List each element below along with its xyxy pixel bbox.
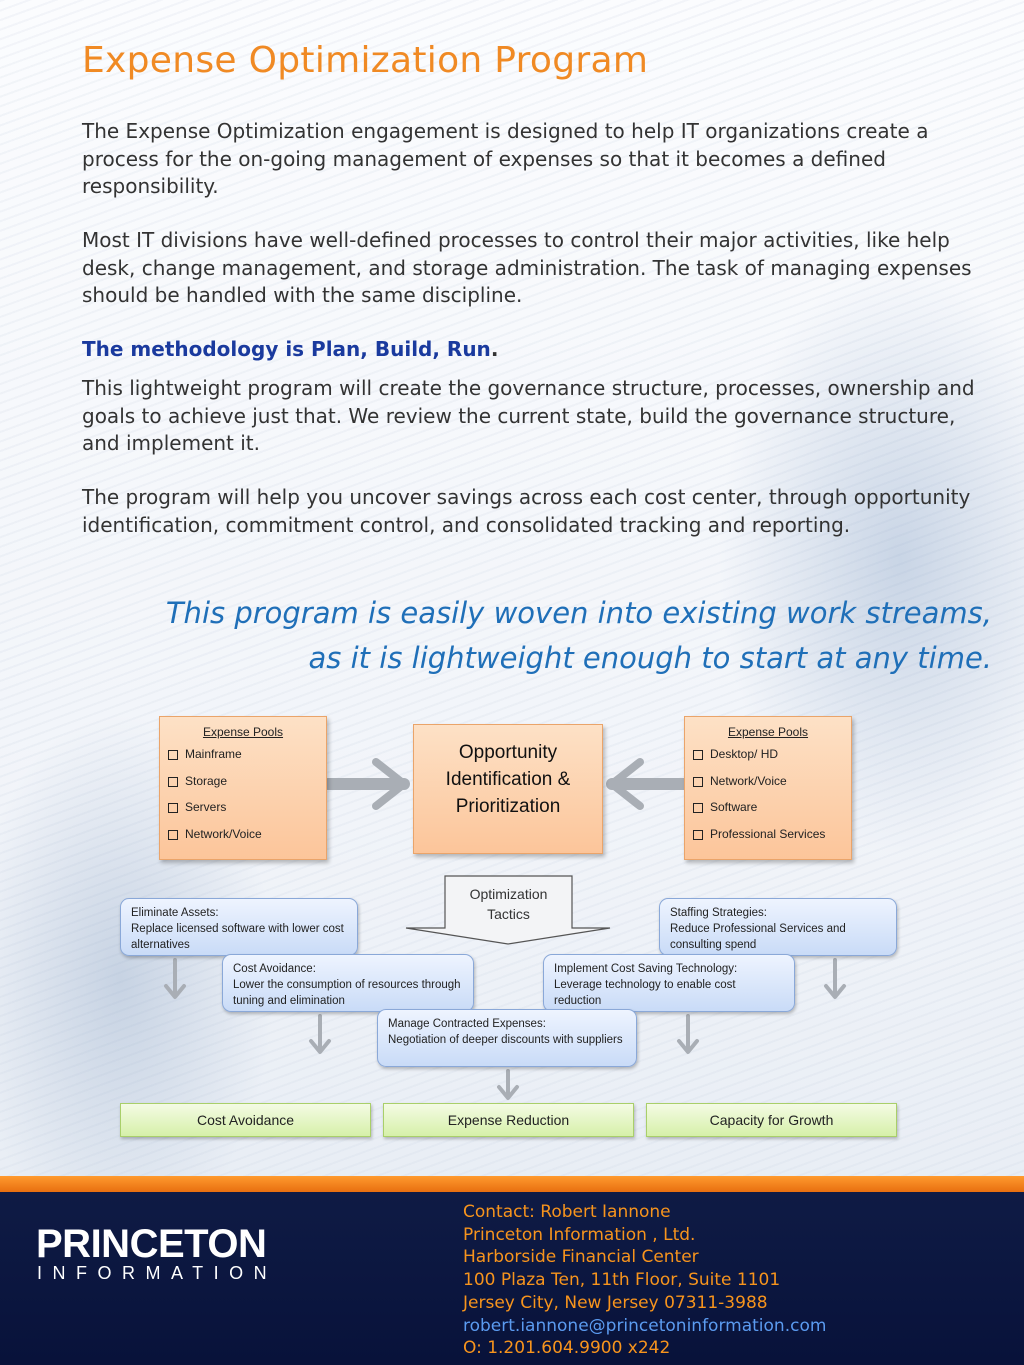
left-expense-pools [159, 716, 327, 860]
princeton-logo: PRINCETON [36, 1222, 267, 1266]
page-title: Expense Optimization Program [82, 40, 649, 81]
pool-item-label: Mainframe [185, 747, 242, 761]
tactic-cost-saving-technology [543, 954, 795, 1012]
checkbox-icon [168, 803, 178, 813]
pool-item-label: Software [710, 800, 758, 814]
checkbox-icon [168, 750, 178, 760]
pool-item [693, 747, 851, 774]
contact-block [463, 1201, 826, 1360]
tactic-body: Negotiation of deeper discounts with suppliers [388, 1034, 623, 1046]
tactic-title: Manage Contracted Expenses: [388, 1018, 546, 1030]
tactic-body: Lower the consumption of resources through tuning and elimination [233, 979, 461, 1007]
pool-item [693, 774, 851, 801]
center-line-2: Identification & [445, 769, 571, 790]
princeton-logo-subtitle: INFORMATION [37, 1263, 278, 1283]
tactic-title: Eliminate Assets: [131, 907, 219, 919]
tactic-body: Leverage technology to enable cost reduction [554, 979, 736, 1007]
checkbox-icon [168, 830, 178, 840]
pool-item [168, 774, 326, 801]
contact-phone: O: 1.201.604.9900 x242 [463, 1338, 671, 1359]
pool-item-label: Network/Voice [185, 826, 262, 841]
pool-item [693, 827, 851, 854]
tactic-body: Replace licensed software with lower cost alternatives [131, 923, 344, 951]
checkbox-icon [168, 777, 178, 787]
pool-heading: Expense Pools [202, 725, 284, 739]
tactic-title: Implement Cost Saving Technology: [554, 963, 738, 975]
tactic-body: Reduce Professional Services and consulting spend [670, 923, 846, 951]
contact-building: Harborside Financial Center [463, 1247, 699, 1268]
pool-item-label: Desktop/ HD [710, 747, 779, 761]
pool-item-label: Network/Voice [710, 773, 787, 788]
optimization-tactics-label [445, 884, 572, 924]
footer-orange-band [0, 1176, 1024, 1192]
checkbox-icon [693, 750, 703, 760]
outcome-capacity-for-growth: Capacity for Growth [646, 1103, 897, 1137]
checkbox-icon [693, 803, 703, 813]
tactic-cost-avoidance [222, 954, 474, 1012]
pool-list [685, 747, 851, 853]
pool-item-label: Professional Services [710, 826, 826, 841]
pool-item [693, 800, 851, 827]
savings-paragraph: The program will help you uncover savings across each cost center, through opportunity identification, commitment control, and consolidated tracking and reporting. [82, 485, 971, 537]
tactic-contracted-expenses [377, 1009, 637, 1067]
contact-company: Princeton Information , Ltd. [463, 1224, 696, 1245]
checkbox-icon [693, 777, 703, 787]
tactic-staffing-strategies [659, 898, 897, 956]
governance-paragraph: This lightweight program will create the governance structure, processes, ownership and goals to achieve just that. We review the current state, build the governance structure, and implement it. [82, 376, 975, 455]
tactic-title: Staffing Strategies: [670, 907, 767, 919]
quote-line-2: as it is lightweight enough to start at any time. [308, 641, 992, 675]
right-expense-pools [684, 716, 852, 860]
contact-address-line-2: Jersey City, New Jersey 07311-3988 [463, 1292, 768, 1313]
contact-email-link[interactable]: robert.iannone@princetoninformation.com [463, 1315, 827, 1336]
methodology-text: The methodology is Plan, Build, Run [82, 337, 491, 361]
pool-item-label: Storage [185, 773, 228, 788]
pool-heading: Expense Pools [727, 725, 809, 739]
processes-paragraph: Most IT divisions have well-defined processes to control their major activities, like help desk, change management, and storage administration. The task of managing expenses should be handled with the same discipline. [82, 228, 972, 307]
pool-item [168, 747, 326, 774]
contact-name: Contact: Robert Iannone [463, 1202, 671, 1222]
intro-paragraph: The Expense Optimization engagement is designed to help IT organizations create a process for the on-going management of expenses so that it becomes a defined responsibility. [82, 119, 929, 198]
center-line-3: Prioritization [455, 796, 561, 817]
center-line-1: Opportunity [458, 742, 558, 763]
pool-item [168, 827, 326, 854]
methodology-period: . [490, 337, 499, 361]
pool-item [168, 800, 326, 827]
contact-address-line-1: 100 Plaza Ten, 11th Floor, Suite 1101 [463, 1270, 781, 1291]
checkbox-icon [693, 830, 703, 840]
pool-list [160, 747, 326, 853]
quote-line-1: This program is easily woven into existing work streams, [165, 596, 992, 630]
outcome-cost-avoidance: Cost Avoidance [120, 1103, 371, 1137]
opportunity-identification-box [413, 724, 603, 854]
pool-item-label: Servers [185, 800, 227, 814]
tactic-title: Cost Avoidance: [233, 963, 316, 975]
tactics-label-line-2: Tactics [487, 906, 530, 922]
outcome-expense-reduction: Expense Reduction [383, 1103, 634, 1137]
tactics-label-line-1: Optimization [469, 886, 548, 902]
tactic-eliminate-assets [120, 898, 358, 956]
